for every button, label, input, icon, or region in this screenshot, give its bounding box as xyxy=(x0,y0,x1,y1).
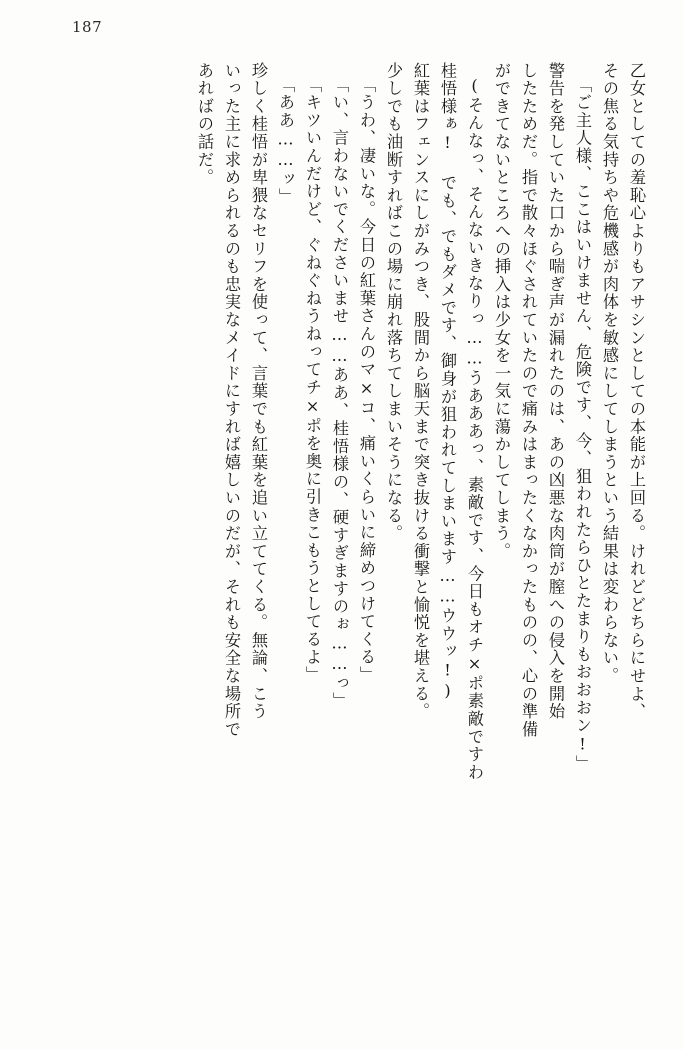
text-column: 「い、言わないでくださいませ……ああ、桂悟様の、硬すぎますのぉ……っ」 xyxy=(330,76,349,711)
text-column: 「キツいんだけど、ぐねぐねうねってチ×ポを奥に引きこもうとしてるよ」 xyxy=(303,76,322,684)
text-column: 紅葉はフェンスにしがみつき、股間から脳天まで突き抜ける衝撃と愉悦を堪える。 xyxy=(411,62,430,721)
text-column: 珍しく桂悟が卑猥なセリフを使って、言葉でも紅葉を追い立ててくる。無論、こう xyxy=(249,62,268,721)
text-column: ができてないところへの挿入は少女を一気に蕩かしてしまう。 xyxy=(492,62,511,561)
text-column: したためだ。指で散々ほぐされていたので痛みはまったくなかったものの、心の準備 xyxy=(519,62,538,739)
text-column: 乙女としての羞恥心よりもアサシンとしての本能が上回る。けれどどちらにせよ、 xyxy=(627,62,646,721)
text-column: 「ご主人様、ここはいけません、危険です、今、狙われたらひとたまりもおおおン!」 xyxy=(573,76,592,773)
text-column: いった主に求められるのも忠実なメイドにすれば嬉しいのだが、それも安全な場所で xyxy=(222,62,241,739)
text-column: 警告を発していた口から喘ぎ声が漏れたのは、あの凶悪な肉筒が膣への侵入を開始 xyxy=(546,62,565,721)
vertical-text-block xyxy=(44,62,644,1012)
text-column: あればの話だ。 xyxy=(195,62,214,187)
text-column: 少しでも油断すればこの場に崩れ落ちてしまいそうになる。 xyxy=(384,62,403,543)
text-column: 桂悟様ぁ! でも、でもダメです、御身が狙われてしまいます……ウウッ!) xyxy=(438,62,457,702)
text-column: 「ああ……ッ」 xyxy=(276,76,295,207)
text-column: (そんなっ、そんないきなりっ……うあああっ、素敵です、今日もオチ×ポ素敵ですわ xyxy=(465,76,484,782)
text-column: その焦る気持ちや危機感が肉体を敏感にしてしまうという結果は変わらない。 xyxy=(600,62,619,685)
page-number: 187 xyxy=(72,18,103,36)
text-column: 「うわ、凄いな。今日の紅葉さんのマ×コ、痛いくらいに締めつけてくる」 xyxy=(357,76,376,684)
